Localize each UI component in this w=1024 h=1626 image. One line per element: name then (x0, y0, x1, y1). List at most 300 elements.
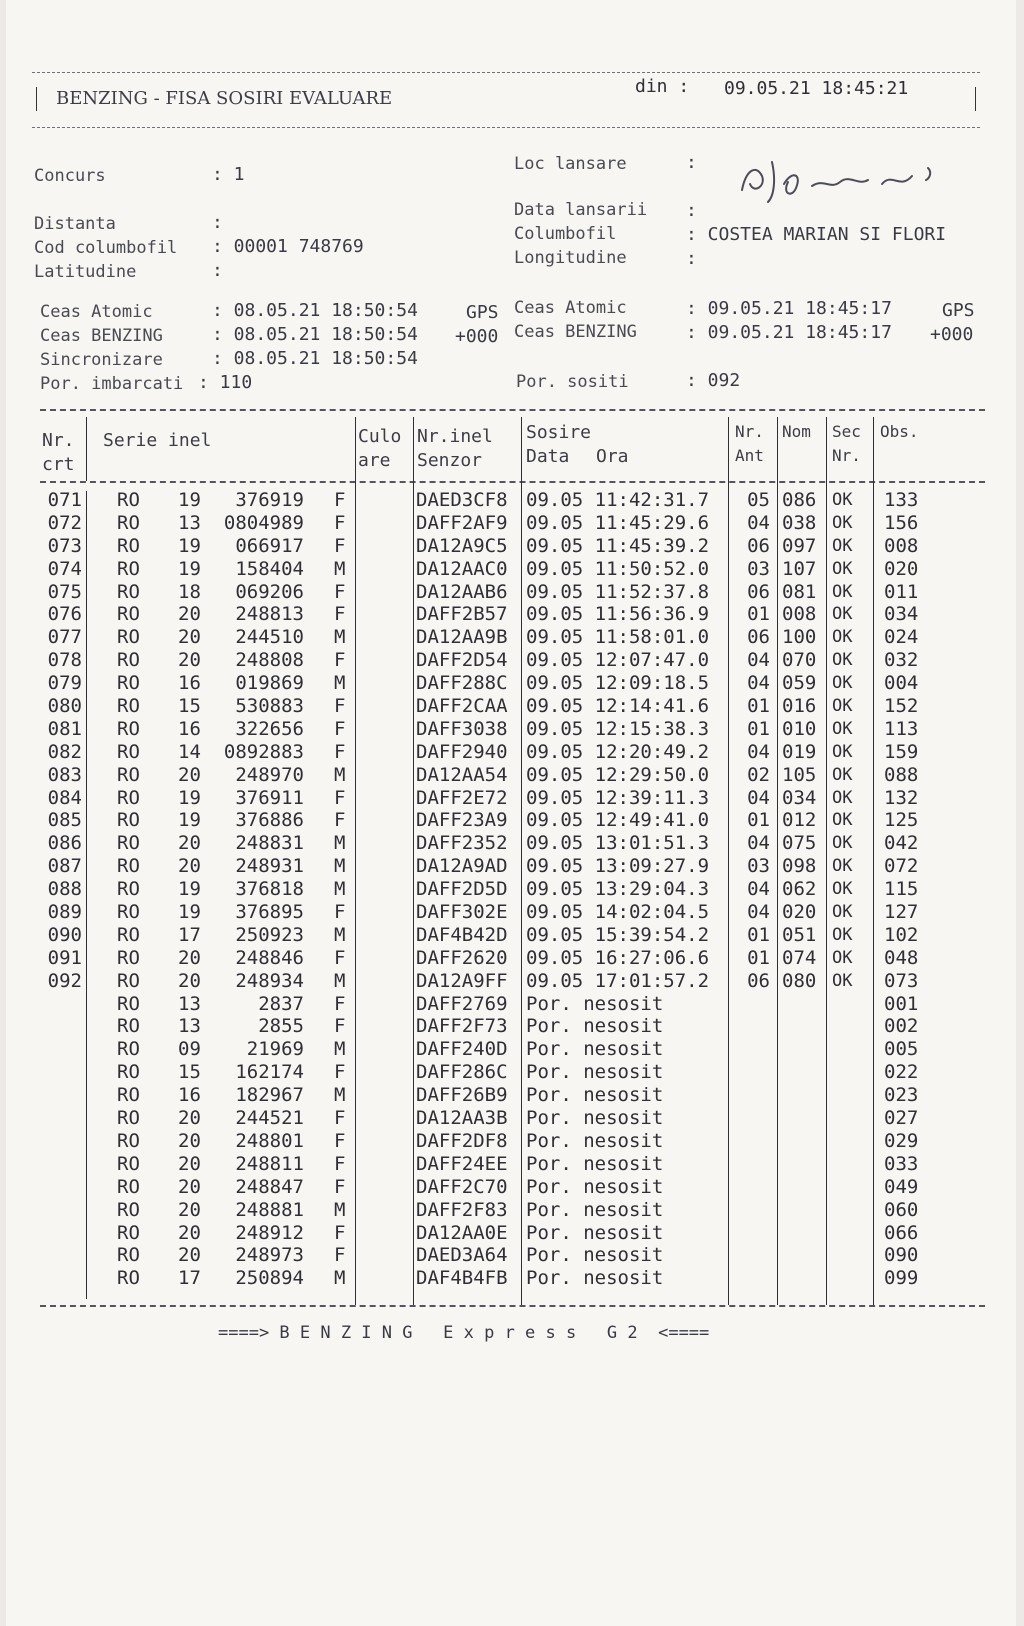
cell-ring-year: 17 (178, 923, 201, 946)
cell-ring-year: 17 (178, 1267, 201, 1290)
table-row (0, 1222, 1024, 1245)
cell-obs: 005 (884, 1038, 919, 1061)
cell-obs: 027 (884, 1107, 919, 1130)
cell-ring-number: 248931 (235, 855, 304, 878)
right-benzing-suffix: +000 (930, 324, 974, 345)
cell-sec-status: OK (832, 947, 853, 968)
cell-row-number: 078 (47, 649, 82, 672)
cell-antenna: 01 (747, 946, 770, 969)
cell-nom: 098 (782, 855, 817, 878)
cell-ring-year: 20 (178, 946, 201, 969)
cell-obs: 049 (884, 1175, 919, 1198)
cell-ring-country: RO (117, 489, 140, 511)
cell-ring-number: 322656 (235, 717, 304, 740)
cell-antenna: 03 (747, 855, 770, 878)
cell-sensor-ring: DAFF2B57 (416, 603, 508, 626)
cell-arrival-time: 09.05 11:42:31.7 (526, 489, 710, 511)
cell-antenna: 06 (747, 580, 770, 603)
cell-sensor-ring: DAFF240D (416, 1038, 508, 1061)
header-date-value: 09.05.21 18:45:21 (724, 78, 909, 99)
cell-ring-country: RO (117, 946, 140, 969)
cell-sex: M (334, 832, 346, 855)
cell-obs: 020 (884, 557, 919, 580)
cell-sensor-ring: DAFF2769 (416, 992, 508, 1015)
cell-ring-year: 13 (178, 992, 201, 1015)
latitudine-value: : (212, 260, 223, 281)
left-atomic-label: Ceas Atomic (40, 302, 153, 322)
cell-sensor-ring: DA12AA3B (416, 1107, 508, 1130)
data-lansarii-value: : (686, 200, 697, 221)
cell-sec-status: OK (832, 696, 853, 717)
cell-sex: F (334, 695, 346, 718)
cell-obs: 066 (884, 1221, 919, 1244)
cell-ring-country: RO (117, 1152, 140, 1175)
cell-obs: 060 (884, 1198, 919, 1221)
table-row (0, 1084, 1024, 1107)
cell-arrival-time: Por. nesosit (526, 1198, 664, 1221)
cell-row-number: 090 (47, 923, 82, 946)
table-row (0, 855, 1024, 878)
cell-sec-status: OK (832, 604, 853, 625)
cell-sensor-ring: DAFF24EE (416, 1152, 508, 1175)
cell-nom: 012 (782, 809, 817, 832)
cell-row-number: 076 (47, 603, 82, 626)
cell-sec-status: OK (832, 879, 853, 900)
cell-obs: 159 (884, 740, 919, 763)
longitudine-value: : (686, 248, 697, 269)
cell-obs: 088 (884, 763, 919, 786)
cell-sex: F (334, 809, 346, 832)
cell-ring-year: 20 (178, 969, 201, 992)
cell-sex: F (334, 580, 346, 603)
cell-ring-country: RO (117, 1175, 140, 1198)
cell-sex: F (334, 1061, 346, 1084)
col-header-nr-inel: Nr.inel (417, 426, 493, 447)
table-row (0, 489, 1024, 512)
cell-arrival-time: Por. nesosit (526, 1267, 664, 1290)
cell-ring-country: RO (117, 626, 140, 649)
table-row (0, 741, 1024, 764)
cell-sensor-ring: DAFF2352 (416, 832, 508, 855)
cell-sec-status: OK (832, 924, 853, 945)
cell-nom: 016 (782, 695, 817, 718)
cell-sec-status: OK (832, 558, 853, 579)
cell-arrival-time: 09.05 14:02:04.5 (526, 901, 710, 924)
col-header-are: are (358, 450, 391, 471)
cell-antenna: 06 (747, 534, 770, 557)
cell-antenna: 01 (747, 695, 770, 718)
cell-sex: F (334, 1244, 346, 1267)
right-atomic-value: : 09.05.21 18:45:17 (686, 298, 892, 319)
cell-arrival-time: 09.05 16:27:06.6 (526, 946, 710, 969)
cell-ring-country: RO (117, 1061, 140, 1084)
cell-ring-country: RO (117, 557, 140, 580)
table-row (0, 901, 1024, 924)
cell-sec-status: OK (832, 970, 853, 991)
cell-ring-number: 248934 (235, 969, 304, 992)
cell-ring-country: RO (117, 1107, 140, 1130)
cell-ring-year: 20 (178, 649, 201, 672)
cell-sex: M (334, 1198, 346, 1221)
cell-ring-year: 13 (178, 511, 201, 534)
cell-ring-year: 20 (178, 1175, 201, 1198)
cell-ring-country: RO (117, 1221, 140, 1244)
cell-nom: 010 (782, 717, 817, 740)
cell-row-number: 074 (47, 557, 82, 580)
cell-ring-number: 248970 (235, 763, 304, 786)
cell-arrival-time: Por. nesosit (526, 1175, 664, 1198)
col-header-ora: Ora (596, 446, 629, 467)
cell-arrival-time: 09.05 12:39:11.3 (526, 786, 710, 809)
cell-ring-year: 14 (178, 740, 201, 763)
table-row (0, 1038, 1024, 1061)
cell-obs: 132 (884, 786, 919, 809)
sincronizare-label: Sincronizare (40, 350, 163, 370)
col-header-obs: Obs. (880, 422, 919, 441)
data-lansarii-label: Data lansarii (514, 200, 648, 220)
cell-ring-country: RO (117, 923, 140, 946)
cell-sec-status: OK (832, 764, 853, 785)
cell-ring-year: 13 (178, 1015, 201, 1038)
cell-ring-country: RO (117, 1244, 140, 1267)
cell-row-number: 092 (47, 969, 82, 992)
cell-antenna: 04 (747, 901, 770, 924)
cell-ring-country: RO (117, 1084, 140, 1107)
cell-sex: F (334, 717, 346, 740)
cell-ring-year: 16 (178, 672, 201, 695)
cell-arrival-time: Por. nesosit (526, 1221, 664, 1244)
columbofil-label: Columbofil (514, 224, 617, 244)
cell-sensor-ring: DA12AAB6 (416, 580, 508, 603)
cell-row-number: 083 (47, 763, 82, 786)
cell-sex: F (334, 1175, 346, 1198)
table-row (0, 1153, 1024, 1176)
cell-ring-country: RO (117, 672, 140, 695)
cell-sensor-ring: DAFF23A9 (416, 809, 508, 832)
cell-sex: F (334, 946, 346, 969)
cell-sex: F (334, 992, 346, 1015)
cell-obs: 102 (884, 923, 919, 946)
cell-row-number: 087 (47, 855, 82, 878)
cell-ring-country: RO (117, 649, 140, 672)
cell-sec-status: OK (832, 810, 853, 831)
cell-arrival-time: 09.05 13:01:51.3 (526, 832, 710, 855)
cell-obs: 113 (884, 717, 919, 740)
cell-ring-number: 248847 (235, 1175, 304, 1198)
cell-arrival-time: 09.05 15:39:54.2 (526, 923, 710, 946)
cell-ring-number: 530883 (235, 695, 304, 718)
cell-sex: M (334, 1267, 346, 1290)
longitudine-label: Longitudine (514, 248, 627, 268)
cell-arrival-time: Por. nesosit (526, 1084, 664, 1107)
sositi-value: : 092 (686, 370, 741, 391)
cell-obs: 032 (884, 649, 919, 672)
cell-obs: 125 (884, 809, 919, 832)
cell-ring-number: 248801 (235, 1129, 304, 1152)
cell-obs: 004 (884, 672, 919, 695)
cell-sex: M (334, 763, 346, 786)
cell-sex: M (334, 855, 346, 878)
cell-arrival-time: 09.05 13:09:27.9 (526, 855, 710, 878)
cell-ring-number: 376818 (235, 878, 304, 901)
loc-lansare-label: Loc lansare (514, 154, 627, 174)
cell-arrival-time: 09.05 12:09:18.5 (526, 672, 710, 695)
table-row (0, 1015, 1024, 1038)
cell-nom: 074 (782, 946, 817, 969)
footer-banner: ====> B E N Z I N G E x p r e s s G 2 <==== (218, 1323, 710, 1343)
cell-ring-number: 182967 (235, 1084, 304, 1107)
cell-sensor-ring: DA12AAC0 (416, 557, 508, 580)
cell-arrival-time: Por. nesosit (526, 1152, 664, 1175)
cell-obs: 002 (884, 1015, 919, 1038)
table-row (0, 1199, 1024, 1222)
cell-arrival-time: 09.05 11:56:36.9 (526, 603, 710, 626)
col-header-sec-nr: Nr. (832, 446, 861, 465)
cell-sensor-ring: DAF4B42D (416, 923, 508, 946)
cell-row-number: 089 (47, 901, 82, 924)
cell-ring-number: 244521 (235, 1107, 304, 1130)
cell-arrival-time: 09.05 11:45:39.2 (526, 534, 710, 557)
left-atomic-value: : 08.05.21 18:50:54 (212, 300, 418, 321)
cell-sex: M (334, 626, 346, 649)
cell-ring-number: 2855 (258, 1015, 304, 1038)
cell-row-number: 072 (47, 511, 82, 534)
table-row (0, 1061, 1024, 1084)
cell-ring-country: RO (117, 832, 140, 855)
cell-arrival-time: 09.05 12:29:50.0 (526, 763, 710, 786)
cell-arrival-time: Por. nesosit (526, 1129, 664, 1152)
cell-antenna: 04 (747, 878, 770, 901)
imbarcati-value: : 110 (198, 372, 253, 393)
table-row (0, 672, 1024, 695)
table-row (0, 970, 1024, 993)
table-row (0, 809, 1024, 832)
cell-sex: M (334, 1084, 346, 1107)
right-benzing-value: : 09.05.21 18:45:17 (686, 322, 892, 343)
cell-sensor-ring: DAFF2CAA (416, 695, 508, 718)
left-atomic-suffix: GPS (466, 302, 499, 323)
cell-sex: F (334, 489, 346, 511)
table-row (0, 1244, 1024, 1267)
cell-antenna: 04 (747, 786, 770, 809)
concurs-label: Concurs (34, 166, 106, 186)
cell-ring-year: 15 (178, 1061, 201, 1084)
cell-sensor-ring: DAFF2620 (416, 946, 508, 969)
cell-arrival-time: 09.05 12:49:41.0 (526, 809, 710, 832)
table-row (0, 535, 1024, 558)
col-header-data: Data (526, 446, 570, 467)
cell-sensor-ring: DAFF2C70 (416, 1175, 508, 1198)
cell-sec-status: OK (832, 787, 853, 808)
cell-ring-country: RO (117, 969, 140, 992)
cell-ring-number: 248813 (235, 603, 304, 626)
col-header-culo: Culo (358, 426, 402, 447)
cell-obs: 023 (884, 1084, 919, 1107)
cell-ring-year: 20 (178, 1107, 201, 1130)
cell-sensor-ring: DA12AA0E (416, 1221, 508, 1244)
cell-ring-number: 069206 (235, 580, 304, 603)
cell-sensor-ring: DA12AA9B (416, 626, 508, 649)
col-header-nom: Nom (782, 422, 811, 441)
cell-obs: 072 (884, 855, 919, 878)
table-row (0, 878, 1024, 901)
cell-antenna: 03 (747, 557, 770, 580)
cell-obs: 090 (884, 1244, 919, 1267)
table-row (0, 626, 1024, 649)
cell-sec-status: OK (832, 512, 853, 533)
cell-ring-number: 376911 (235, 786, 304, 809)
cell-nom: 086 (782, 489, 817, 511)
cell-obs: 152 (884, 695, 919, 718)
cell-obs: 033 (884, 1152, 919, 1175)
table-row (0, 764, 1024, 787)
cell-row-number: 082 (47, 740, 82, 763)
cell-sex: M (334, 1038, 346, 1061)
cell-ring-country: RO (117, 809, 140, 832)
cell-antenna: 04 (747, 511, 770, 534)
cell-ring-number: 2837 (258, 992, 304, 1015)
table-top-rule (40, 409, 985, 411)
cell-ring-number: 248811 (235, 1152, 304, 1175)
cell-arrival-time: 09.05 11:58:01.0 (526, 626, 710, 649)
cell-ring-year: 20 (178, 626, 201, 649)
cell-arrival-time: Por. nesosit (526, 1015, 664, 1038)
cell-sex: F (334, 901, 346, 924)
cell-arrival-time: Por. nesosit (526, 1061, 664, 1084)
cell-sec-status: OK (832, 627, 853, 648)
distanta-value: : (212, 212, 223, 233)
cell-ring-year: 19 (178, 878, 201, 901)
cell-nom: 062 (782, 878, 817, 901)
sositi-label: Por. sositi (516, 372, 629, 392)
cell-row-number: 091 (47, 946, 82, 969)
cell-antenna: 04 (747, 672, 770, 695)
cell-ring-year: 20 (178, 1198, 201, 1221)
cell-row-number: 077 (47, 626, 82, 649)
cell-obs: 099 (884, 1267, 919, 1290)
cell-sex: M (334, 969, 346, 992)
cell-ring-number: 162174 (235, 1061, 304, 1084)
cell-row-number: 081 (47, 717, 82, 740)
table-row (0, 787, 1024, 810)
cell-ring-number: 066917 (235, 534, 304, 557)
cell-sensor-ring: DAFF26B9 (416, 1084, 508, 1107)
cell-ring-country: RO (117, 695, 140, 718)
cell-sec-status: OK (832, 535, 853, 556)
cell-ring-country: RO (117, 763, 140, 786)
cell-ring-country: RO (117, 511, 140, 534)
col-header-serie-inel: Serie inel (103, 430, 212, 451)
cell-ring-country: RO (117, 1038, 140, 1061)
cell-antenna: 01 (747, 809, 770, 832)
sincronizare-value: : 08.05.21 18:50:54 (212, 348, 418, 369)
cell-ring-country: RO (117, 1129, 140, 1152)
cell-ring-year: 19 (178, 901, 201, 924)
cell-nom: 105 (782, 763, 817, 786)
cell-sensor-ring: DAFF2E72 (416, 786, 508, 809)
cell-row-number: 080 (47, 695, 82, 718)
cell-ring-year: 15 (178, 695, 201, 718)
cell-antenna: 01 (747, 923, 770, 946)
cell-ring-country: RO (117, 740, 140, 763)
cell-sec-status: OK (832, 650, 853, 671)
cell-sensor-ring: DAFF302E (416, 901, 508, 924)
cell-ring-number: 248912 (235, 1221, 304, 1244)
table-row (0, 1267, 1024, 1290)
cell-antenna: 05 (747, 489, 770, 511)
cell-ring-number: 376919 (235, 489, 304, 511)
cell-obs: 127 (884, 901, 919, 924)
cell-ring-country: RO (117, 992, 140, 1015)
cell-obs: 133 (884, 489, 919, 511)
table-row (0, 558, 1024, 581)
cell-sensor-ring: DAFF288C (416, 672, 508, 695)
imbarcati-label: Por. imbarcati (40, 374, 184, 394)
cell-obs: 048 (884, 946, 919, 969)
cell-obs: 024 (884, 626, 919, 649)
cell-obs: 008 (884, 534, 919, 557)
cell-antenna: 06 (747, 969, 770, 992)
column-divider (86, 417, 87, 481)
cell-sensor-ring: DAFF2940 (416, 740, 508, 763)
cell-sex: F (334, 1221, 346, 1244)
cell-arrival-time: Por. nesosit (526, 1038, 664, 1061)
latitudine-label: Latitudine (34, 262, 137, 282)
cell-sex: F (334, 603, 346, 626)
cell-nom: 034 (782, 786, 817, 809)
header-title: BENZING - FISA SOSIRI EVALUARE (56, 88, 393, 109)
cell-row-number: 088 (47, 878, 82, 901)
cell-sex: F (334, 1129, 346, 1152)
table-row (0, 924, 1024, 947)
concurs-value: : 1 (212, 164, 245, 185)
cell-nom: 107 (782, 557, 817, 580)
cell-antenna: 02 (747, 763, 770, 786)
cell-ring-number: 0892883 (223, 740, 304, 763)
cell-sensor-ring: DAED3CF8 (416, 489, 508, 511)
cell-antenna: 04 (747, 832, 770, 855)
cell-ring-number: 244510 (235, 626, 304, 649)
cell-sensor-ring: DA12A9FF (416, 969, 508, 992)
table-row (0, 512, 1024, 535)
cell-row-number: 075 (47, 580, 82, 603)
cell-ring-year: 20 (178, 763, 201, 786)
cell-row-number: 073 (47, 534, 82, 557)
cell-sensor-ring: DAFF2DF8 (416, 1129, 508, 1152)
cell-ring-number: 250923 (235, 923, 304, 946)
cell-obs: 029 (884, 1129, 919, 1152)
cell-nom: 075 (782, 832, 817, 855)
cell-arrival-time: 09.05 12:15:38.3 (526, 717, 710, 740)
cell-ring-country: RO (117, 878, 140, 901)
cell-sensor-ring: DAF4B4FB (416, 1267, 508, 1290)
cell-ring-number: 248881 (235, 1198, 304, 1221)
header-date-label: din : (635, 76, 690, 97)
cell-sex: F (334, 1015, 346, 1038)
cell-obs: 011 (884, 580, 919, 603)
cell-antenna: 04 (747, 740, 770, 763)
cell-sensor-ring: DAFF2D54 (416, 649, 508, 672)
cell-sec-status: OK (832, 902, 853, 923)
cell-ring-year: 19 (178, 489, 201, 511)
cell-arrival-time: 09.05 11:45:29.6 (526, 511, 710, 534)
col-header-nr-ant: Nr. (735, 422, 764, 441)
cell-ring-year: 20 (178, 1221, 201, 1244)
cell-sensor-ring: DAFF2AF9 (416, 511, 508, 534)
right-atomic-suffix: GPS (942, 300, 975, 321)
cell-obs: 156 (884, 511, 919, 534)
cell-arrival-time: 09.05 17:01:57.2 (526, 969, 710, 992)
